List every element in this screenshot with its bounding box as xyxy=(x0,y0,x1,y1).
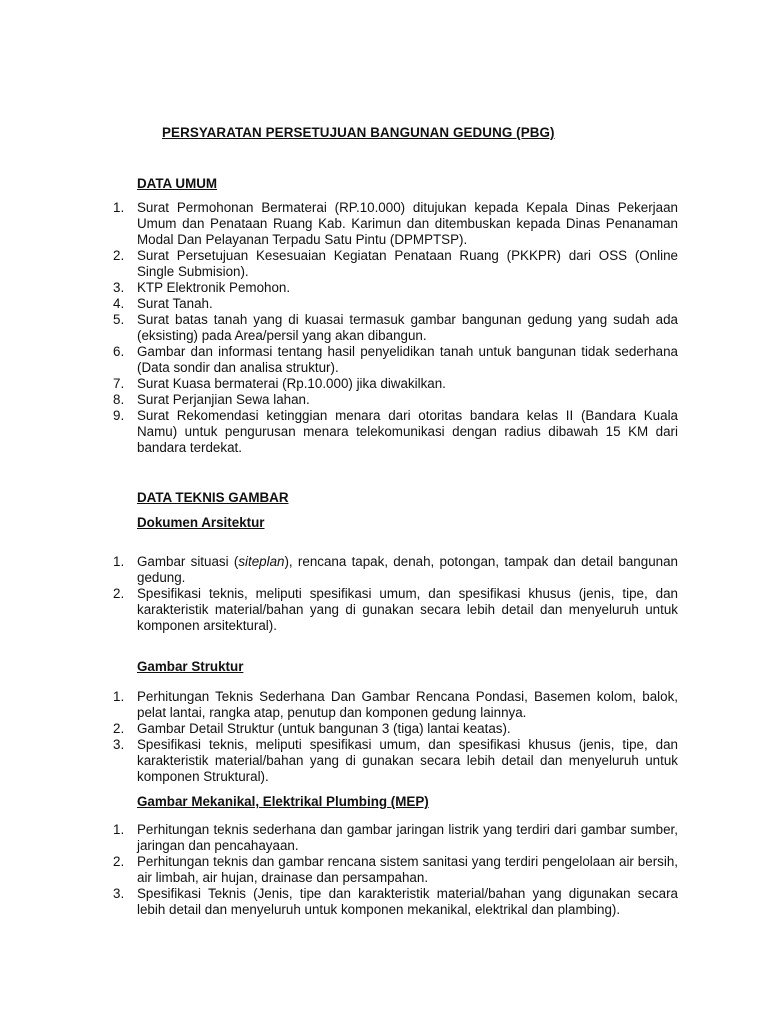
list-item-number: 7. xyxy=(113,376,125,391)
list-item-text: KTP Elektronik Pemohon. xyxy=(137,280,291,295)
list-mep xyxy=(113,822,678,918)
heading-gambar-mep: Gambar Mekanikal, Elektrikal Plumbing (MEP) xyxy=(137,794,429,809)
text-segment: ), rencana tapak, denah, potongan, tampak dan detail bangunan gedung. xyxy=(137,554,678,585)
list-item xyxy=(113,854,678,886)
list-item xyxy=(113,312,678,344)
list-item-number: 3. xyxy=(113,886,125,901)
list-item xyxy=(113,689,678,721)
list-item-number: 4. xyxy=(113,296,125,311)
list-item-text: Surat Kuasa bermaterai (Rp.10.000) jika diwakilkan. xyxy=(137,376,446,391)
list-item-number: 3. xyxy=(113,280,125,295)
list-item-number: 9. xyxy=(113,408,125,423)
list-item-number: 3. xyxy=(113,737,125,752)
text-segment: Gambar situasi ( xyxy=(137,554,239,569)
list-item-text: Surat Rekomendasi ketinggian menara dari otoritas bandara kelas II (Bandara Kuala Namu) untuk pengurusan menara telekomunikasi dengan radius dibawah 15 KM dari bandara terdekat. xyxy=(137,408,678,455)
list-item xyxy=(113,822,678,854)
list-item xyxy=(113,200,678,248)
list-item-number: 2. xyxy=(113,248,125,263)
list-item xyxy=(113,296,678,312)
list-item xyxy=(113,280,678,296)
list-item-number: 5. xyxy=(113,312,125,327)
list-item xyxy=(113,586,678,634)
list-item-text: Surat batas tanah yang di kuasai termasuk gambar bangunan gedung yang sudah ada (eksisting) pada Area/persil yang akan dibangun. xyxy=(137,312,678,343)
list-item xyxy=(113,392,678,408)
list-item-number: 2. xyxy=(113,854,125,869)
list-item-text: Perhitungan Teknis Sederhana Dan Gambar Rencana Pondasi, Basemen kolom, balok, pelat lantai, rangka atap, penutup dan komponen gedung lainnya. xyxy=(137,689,678,720)
list-item-number: 2. xyxy=(113,586,125,601)
list-item-number: 1. xyxy=(113,822,125,837)
list-item-text: Perhitungan teknis sederhana dan gambar jaringan listrik yang terdiri dari gambar sumber, jaringan dan pencahayaan. xyxy=(137,822,678,853)
list-struktur xyxy=(113,689,678,785)
list-item-text: Perhitungan teknis dan gambar rencana sistem sanitasi yang terdiri pengelolaan air bersih, air limbah, air hujan, drainase dan persampahan. xyxy=(137,854,678,885)
list-item xyxy=(113,721,678,737)
list-item xyxy=(113,248,678,280)
list-item xyxy=(113,344,678,376)
list-arsitektur xyxy=(113,554,678,634)
list-item-text: Surat Perjanjian Sewa lahan. xyxy=(137,392,310,407)
list-item-number: 6. xyxy=(113,344,125,359)
list-item-number: 1. xyxy=(113,689,125,704)
list-item xyxy=(113,376,678,392)
heading-data-teknis: DATA TEKNIS GAMBAR xyxy=(137,490,289,505)
list-item-text xyxy=(137,554,678,586)
list-item-text: Spesifikasi teknis, meliputi spesifikasi umum, dan spesifikasi khusus (jenis, tipe, dan karakteristik material/bahan yang di gunakan secara lebih detail dan menyeluruh untuk komponen arsitektural). xyxy=(137,586,678,633)
heading-data-umum: DATA UMUM xyxy=(137,176,218,191)
document-title: PERSYARATAN PERSETUJUAN BANGUNAN GEDUNG (PBG) xyxy=(162,125,555,140)
list-item xyxy=(113,554,678,586)
list-item xyxy=(113,886,678,918)
list-item-text: Surat Persetujuan Kesesuaian Kegiatan Penataan Ruang (PKKPR) dari OSS (Online Single Submision). xyxy=(137,248,678,279)
italic-term: siteplan xyxy=(238,554,285,569)
list-item-text: Surat Tanah. xyxy=(137,296,213,311)
list-item xyxy=(113,737,678,785)
list-item-text: Spesifikasi teknis, meliputi spesifikasi umum, dan spesifikasi khusus (jenis, tipe, dan karakteristik material/bahan yang di gunakan secara lebih detail dan menyeluruh untuk komponen Struktural). xyxy=(137,737,678,784)
list-item-text: Surat Permohonan Bermaterai (RP.10.000) ditujukan kepada Kepala Dinas Pekerjaan Umum dan Penataan Ruang Kab. Karimun dan ditembuskan kepada Dinas Penanaman Modal Dan Pelayanan Terpadu Satu Pintu (DPMPTSP). xyxy=(137,200,678,247)
list-item-number: 1. xyxy=(113,554,125,569)
list-item-text: Gambar dan informasi tentang hasil penyelidikan tanah untuk bangunan tidak sederhana (Data sondir dan analisa struktur). xyxy=(137,344,678,375)
list-item xyxy=(113,408,678,456)
list-item-text: Spesifikasi Teknis (Jenis, tipe dan karakteristik material/bahan yang digunakan secara lebih detail dan menyeluruh untuk komponen mekanikal, elektrikal dan plambing). xyxy=(137,886,678,917)
heading-gambar-struktur: Gambar Struktur xyxy=(137,659,244,674)
list-data-umum xyxy=(113,200,678,456)
list-item-number: 1. xyxy=(113,200,125,215)
list-item-number: 8. xyxy=(113,392,125,407)
list-item-number: 2. xyxy=(113,721,125,736)
heading-dokumen-arsitektur: Dokumen Arsitektur xyxy=(137,515,265,530)
list-item-text: Gambar Detail Struktur (untuk bangunan 3 (tiga) lantai keatas). xyxy=(137,721,511,736)
